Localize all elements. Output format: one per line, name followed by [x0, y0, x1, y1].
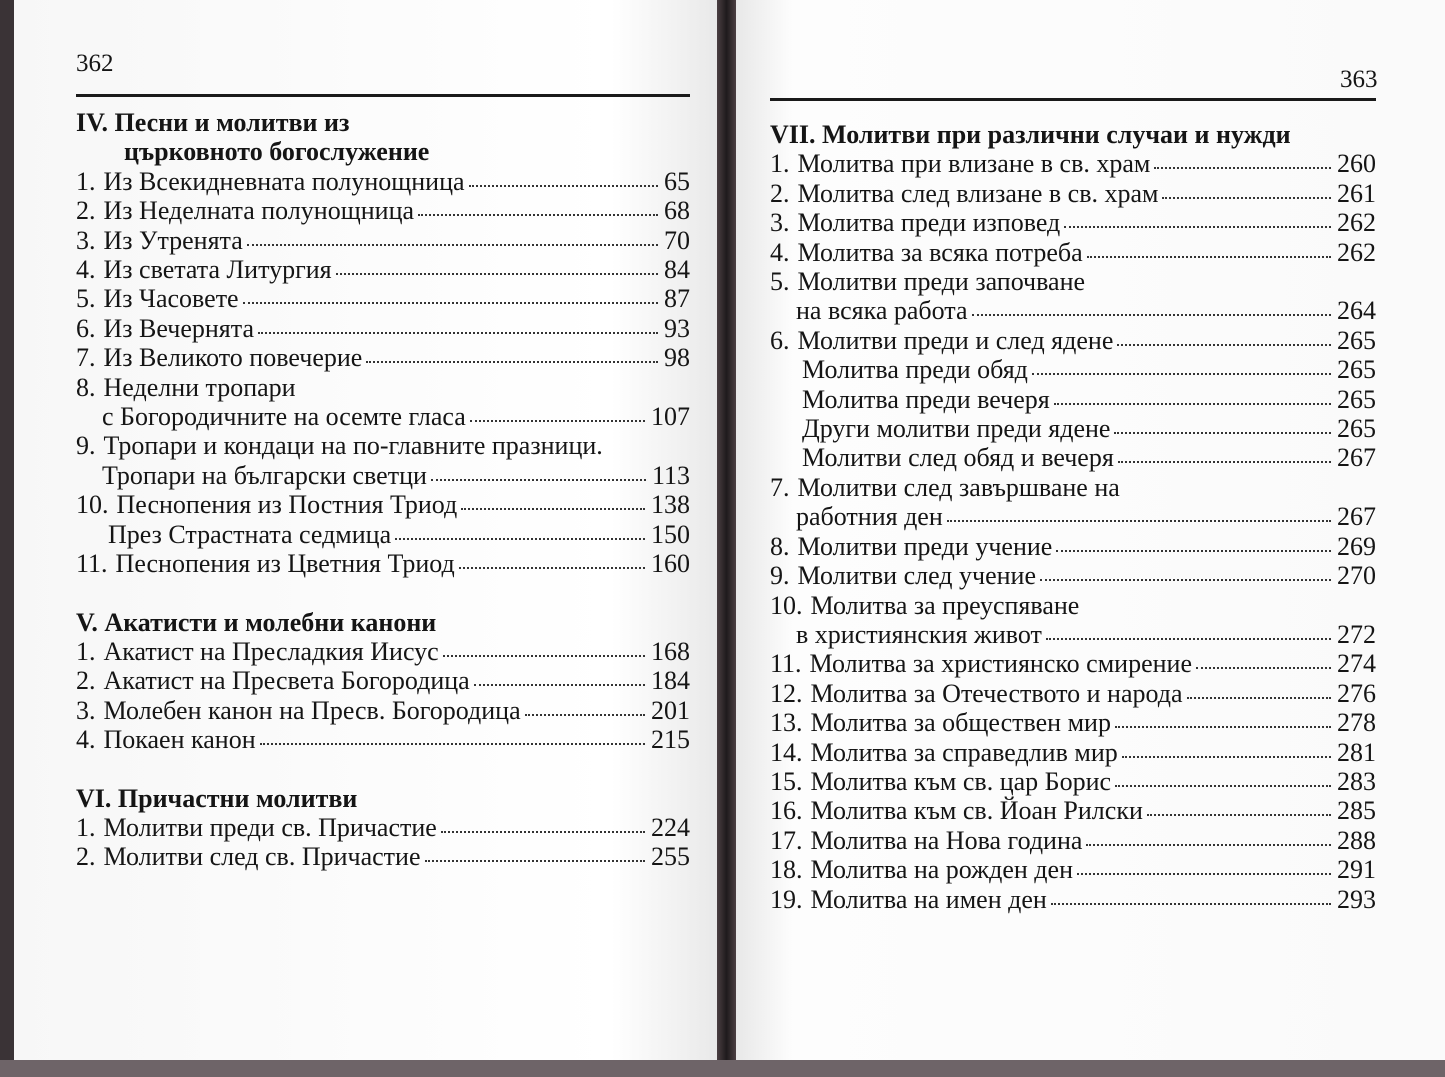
toc-entry-line: [770, 767, 1376, 796]
entry-title: Из Всекидневната полунощница: [103, 166, 465, 196]
entry-title: Молитва към св. Йоан Рилски: [810, 796, 1143, 826]
dot-leader: [1115, 785, 1331, 787]
entry-title: Из Неделната полунощница: [103, 196, 415, 226]
toc-entry-line: [76, 813, 690, 842]
toc-entry-line: [770, 473, 1376, 502]
entry-page-number: 215: [651, 725, 690, 755]
entry-number: 3.: [76, 225, 96, 255]
entry-number: 14.: [770, 737, 803, 767]
section-heading: [76, 608, 690, 637]
toc-entry: [770, 591, 1376, 650]
entry-title: Молитва за преуспяване: [810, 590, 1080, 620]
entry-page-number: 265: [1337, 384, 1376, 414]
entry-title: Неделни тропари: [103, 372, 296, 402]
entry-title: Из Великото повечерие: [103, 343, 363, 373]
toc-entry: [76, 520, 690, 549]
entry-page-number: 269: [1337, 531, 1376, 561]
entry-title: Други молитви преди ядене: [802, 414, 1111, 444]
entry-title: Молитва за обществен мир: [810, 708, 1111, 738]
entry-number: 3.: [76, 695, 96, 725]
entry-page-number: 261: [1337, 178, 1376, 208]
section-heading-line: VI. Причастни молитви: [76, 783, 358, 813]
entry-number: 17.: [770, 825, 803, 855]
section-spacer: [76, 755, 690, 784]
toc-entry-line: [770, 885, 1376, 914]
entry-page-number: 201: [651, 695, 690, 725]
section-heading: [770, 120, 1376, 149]
dot-leader: [1122, 756, 1331, 758]
entry-title: Акатист на Пресвета Богородица: [103, 666, 470, 696]
toc-entry: [76, 255, 690, 284]
entry-page-number: 107: [651, 402, 690, 432]
toc-entry-line: [770, 620, 1376, 649]
toc-entry: [770, 238, 1376, 267]
entry-title: Молитва преди вечеря: [802, 384, 1050, 414]
entry-title: работния ден: [796, 502, 943, 532]
entry-page-number: 93: [664, 313, 690, 343]
entry-page-number: 150: [651, 519, 690, 549]
entry-page-number: 262: [1337, 208, 1376, 238]
toc-entry: [76, 725, 690, 754]
toc-entry-line: [770, 208, 1376, 237]
entry-page-number: 270: [1337, 561, 1376, 591]
toc-entry-line: [770, 238, 1376, 267]
dot-leader: [1118, 461, 1331, 463]
entry-title: Молитва за Отечеството и народа: [810, 678, 1183, 708]
entry-page-number: 267: [1337, 443, 1376, 473]
entry-title: Из Часовете: [103, 284, 239, 314]
entry-number: 13.: [770, 708, 803, 738]
toc-entry: [770, 532, 1376, 561]
dot-leader: [1046, 638, 1331, 640]
dot-leader: [1147, 814, 1331, 816]
toc-entry-line: [770, 267, 1376, 296]
dot-leader: [1196, 667, 1331, 669]
entry-title: Тропари и кондаци на по-главните празници.: [103, 431, 603, 461]
entry-title: Молитва при влизане в св. храм: [797, 149, 1151, 179]
entry-number: 1.: [76, 166, 96, 196]
entry-number: 6.: [76, 313, 96, 343]
left-page: [14, 0, 717, 1060]
dot-leader: [459, 567, 645, 569]
entry-page-number: 291: [1337, 855, 1376, 885]
toc-entry: [770, 738, 1376, 767]
dot-leader: [1114, 432, 1331, 434]
dot-leader: [1086, 844, 1331, 846]
toc-entry: [770, 208, 1376, 237]
entry-number: 6.: [770, 325, 790, 355]
toc-entry: [76, 167, 690, 196]
entry-number: 4.: [76, 725, 96, 755]
entry-page-number: 98: [664, 343, 690, 373]
dot-leader: [1054, 403, 1331, 405]
toc-entry-line: [770, 149, 1376, 178]
toc-entry-line: [770, 414, 1376, 443]
entry-title: на всяка работа: [796, 296, 968, 326]
toc-entry-line: [770, 326, 1376, 355]
toc-entry-line: [770, 855, 1376, 884]
toc-entry: [76, 637, 690, 666]
toc-entry-line: [770, 591, 1376, 620]
entry-title: Молитва на Нова година: [810, 825, 1083, 855]
dot-leader: [972, 314, 1331, 316]
entry-number: 9.: [76, 431, 96, 461]
entry-title: Молитви преди и след ядене: [797, 325, 1114, 355]
entry-page-number: 265: [1337, 325, 1376, 355]
entry-number: 1.: [770, 149, 790, 179]
section-heading-line: VII. Молитви при различни случаи и нужди: [770, 120, 1291, 149]
entry-title: Молитва към св. цар Борис: [810, 766, 1112, 796]
dot-leader: [1051, 903, 1331, 905]
toc-entry-line: [770, 561, 1376, 590]
dot-leader: [469, 185, 658, 187]
toc-entry: [76, 490, 690, 519]
toc-entry-line: [76, 226, 690, 255]
dot-leader: [366, 361, 658, 363]
toc-entry-line: [76, 520, 690, 549]
toc-entry-line: [770, 385, 1376, 414]
dot-leader: [1162, 197, 1331, 199]
entry-page-number: 70: [664, 225, 690, 255]
toc-entry: [76, 813, 690, 842]
entry-number: 11.: [770, 649, 802, 679]
entry-title: Молитва за християнско смирение: [809, 649, 1192, 679]
toc-entry-line: [76, 314, 690, 343]
entry-number: 3.: [770, 208, 790, 238]
entry-number: 19.: [770, 884, 803, 914]
entry-title: Молитви преди започване: [797, 267, 1086, 297]
dot-leader: [1087, 256, 1331, 258]
entry-number: 10.: [770, 590, 803, 620]
toc-entry: [76, 666, 690, 695]
entry-page-number: 267: [1337, 502, 1376, 532]
page-number: 363: [1340, 66, 1378, 93]
toc-entry-line: [76, 549, 690, 578]
toc-entry: [770, 267, 1376, 326]
toc-entry: [770, 679, 1376, 708]
dot-leader: [461, 508, 645, 510]
toc-entry: [770, 826, 1376, 855]
toc-entry: [770, 385, 1376, 414]
entry-number: 4.: [76, 255, 96, 285]
entry-number: 5.: [770, 267, 790, 297]
toc-entry: [770, 326, 1376, 355]
toc-entry: [76, 696, 690, 725]
entry-page-number: 260: [1337, 149, 1376, 179]
entry-page-number: 224: [651, 812, 690, 842]
entry-title: Молитви след завършване на: [797, 472, 1120, 502]
toc-entry-line: [770, 649, 1376, 678]
section-heading-line: IV. Песни и молитви из: [76, 108, 350, 137]
page-number: 362: [76, 50, 114, 77]
entry-title: Молитва преди обяд: [802, 355, 1028, 385]
toc-entry-line: [770, 532, 1376, 561]
entry-page-number: 283: [1337, 766, 1376, 796]
toc-entry: [770, 355, 1376, 384]
dot-leader: [395, 538, 645, 540]
entry-page-number: 272: [1337, 619, 1376, 649]
toc-entry-line: [76, 431, 690, 460]
entry-number: 7.: [770, 472, 790, 502]
entry-page-number: 160: [651, 549, 690, 579]
dot-leader: [1077, 873, 1331, 875]
toc-entry: [76, 226, 690, 255]
dot-leader: [247, 244, 658, 246]
entry-page-number: 65: [664, 166, 690, 196]
toc-entry: [76, 431, 690, 490]
entry-title: Молитва на рожден ден: [810, 855, 1073, 885]
entry-title: Молитви след учение: [797, 561, 1036, 591]
entry-title: Из светата Литургия: [103, 255, 332, 285]
entry-number: 2.: [770, 178, 790, 208]
toc-entry: [76, 549, 690, 578]
dot-leader: [443, 655, 645, 657]
entry-page-number: 87: [664, 284, 690, 314]
dot-leader: [431, 479, 646, 481]
section-heading: [76, 784, 690, 813]
toc-entry: [76, 373, 690, 432]
entry-title: Молебен канон на Пресв. Богородица: [103, 695, 521, 725]
entry-page-number: 113: [651, 460, 690, 490]
dot-leader: [1154, 167, 1331, 169]
entry-title: Молитва за справедлив мир: [810, 737, 1118, 767]
entry-number: 8.: [76, 372, 96, 402]
entry-page-number: 293: [1337, 884, 1376, 914]
entry-page-number: 262: [1337, 237, 1376, 267]
entry-page-number: 281: [1337, 737, 1376, 767]
toc-entry: [76, 343, 690, 372]
entry-title: Молитви след обяд и вечеря: [802, 443, 1114, 473]
entry-title: Песнопения из Цветния Триод: [115, 549, 455, 579]
toc-entry: [76, 314, 690, 343]
page-bottom-edge: [0, 1060, 1445, 1077]
entry-number: 5.: [76, 284, 96, 314]
entry-number: 4.: [770, 237, 790, 267]
toc-entry: [76, 842, 690, 871]
toc-entry-line: [76, 255, 690, 284]
dot-leader: [425, 860, 646, 862]
toc-entry-line: [770, 502, 1376, 531]
entry-page-number: 138: [651, 490, 690, 520]
table-of-contents: [76, 108, 690, 872]
entry-number: 8.: [770, 531, 790, 561]
toc-entry: [770, 767, 1376, 796]
entry-title: Тропари на български светци: [102, 460, 427, 490]
entry-page-number: 265: [1337, 414, 1376, 444]
entry-title: Песнопения из Постния Триод: [116, 490, 458, 520]
toc-entry: [770, 473, 1376, 532]
entry-page-number: 184: [651, 666, 690, 696]
dot-leader: [1115, 726, 1331, 728]
toc-entry-line: [770, 679, 1376, 708]
entry-number: 12.: [770, 678, 803, 708]
entry-title: Молитви след св. Причастие: [103, 842, 421, 872]
entry-page-number: 288: [1337, 825, 1376, 855]
toc-entry: [770, 149, 1376, 178]
toc-entry-line: [770, 738, 1376, 767]
entry-page-number: 276: [1337, 678, 1376, 708]
dot-leader: [441, 831, 645, 833]
toc-entry-line: [76, 490, 690, 519]
toc-entry: [770, 796, 1376, 825]
toc-entry-line: [76, 402, 690, 431]
toc-entry-line: [770, 179, 1376, 208]
toc-entry-line: [76, 343, 690, 372]
entry-number: 2.: [76, 842, 96, 872]
toc-entry-line: [770, 826, 1376, 855]
toc-entry-line: [76, 373, 690, 402]
dot-leader: [470, 420, 645, 422]
toc-entry-line: [76, 666, 690, 695]
toc-entry-line: [770, 443, 1376, 472]
entry-page-number: 265: [1337, 355, 1376, 385]
entry-title: Покаен канон: [103, 725, 256, 755]
toc-entry-line: [76, 725, 690, 754]
dot-leader: [258, 332, 658, 334]
table-of-contents: [770, 120, 1376, 914]
dot-leader: [947, 520, 1331, 522]
toc-entry-line: [76, 842, 690, 871]
entry-title: Из Утренята: [103, 225, 243, 255]
toc-entry-line: [76, 461, 690, 490]
entry-number: 7.: [76, 343, 96, 373]
right-page: [736, 0, 1445, 1060]
entry-page-number: 278: [1337, 708, 1376, 738]
entry-number: 10.: [76, 490, 109, 520]
dot-leader: [260, 743, 645, 745]
entry-title: в християнския живот: [796, 619, 1042, 649]
toc-entry: [770, 179, 1376, 208]
dot-leader: [418, 214, 658, 216]
entry-number: 18.: [770, 855, 803, 885]
entry-page-number: 264: [1337, 296, 1376, 326]
toc-entry: [770, 561, 1376, 590]
entry-title: Акатист на Пресладкия Иисус: [103, 636, 439, 666]
toc-entry-line: [770, 796, 1376, 825]
dot-leader: [1064, 226, 1331, 228]
toc-entry-line: [770, 708, 1376, 737]
dot-leader: [1187, 697, 1331, 699]
entry-title: Молитва след влизане в св. храм: [797, 178, 1159, 208]
entry-title: с Богородичните на осемте гласа: [102, 402, 466, 432]
toc-entry-line: [76, 637, 690, 666]
entry-page-number: 68: [664, 196, 690, 226]
section-spacer: [76, 579, 690, 608]
toc-entry-line: [76, 284, 690, 313]
header-rule: [770, 98, 1376, 101]
toc-entry: [770, 414, 1376, 443]
toc-entry: [770, 708, 1376, 737]
toc-entry-line: [770, 296, 1376, 325]
dot-leader: [1032, 373, 1331, 375]
entry-title: Молитва преди изповед: [797, 208, 1061, 238]
entry-title: Молитви преди учение: [797, 531, 1053, 561]
entry-page-number: 255: [651, 842, 690, 872]
toc-entry-line: [76, 196, 690, 225]
section-heading-line: V. Акатисти и молебни канони: [76, 607, 437, 637]
entry-number: 9.: [770, 561, 790, 591]
toc-entry: [76, 284, 690, 313]
entry-title: Молитва за всяка потреба: [797, 237, 1083, 267]
entry-page-number: 274: [1337, 649, 1376, 679]
entry-page-number: 84: [664, 255, 690, 285]
toc-entry: [770, 855, 1376, 884]
toc-entry-line: [770, 355, 1376, 384]
dot-leader: [474, 684, 645, 686]
toc-entry: [770, 649, 1376, 678]
dot-leader: [1040, 579, 1331, 581]
toc-entry: [770, 443, 1376, 472]
entry-number: 1.: [76, 636, 96, 666]
book-gutter: [717, 0, 736, 1077]
entry-title: Молитва на имен ден: [810, 884, 1047, 914]
dot-leader: [243, 302, 658, 304]
entry-number: 16.: [770, 796, 803, 826]
entry-page-number: 285: [1337, 796, 1376, 826]
entry-page-number: 168: [651, 636, 690, 666]
toc-entry-line: [76, 696, 690, 725]
section-heading: [76, 108, 690, 167]
entry-title: През Страстната седмица: [108, 519, 392, 549]
entry-number: 2.: [76, 666, 96, 696]
section-heading-line: църковното богослужение: [124, 137, 430, 167]
entry-number: 11.: [76, 549, 108, 579]
dot-leader: [1056, 550, 1331, 552]
dot-leader: [525, 714, 645, 716]
entry-title: Молитви преди св. Причастие: [103, 812, 437, 842]
toc-entry: [770, 885, 1376, 914]
entry-number: 1.: [76, 812, 96, 842]
entry-number: 2.: [76, 196, 96, 226]
toc-entry-line: [76, 167, 690, 196]
entry-title: Из Вечернята: [103, 313, 254, 343]
dot-leader: [336, 273, 658, 275]
entry-number: 15.: [770, 766, 803, 796]
toc-entry: [76, 196, 690, 225]
dot-leader: [1117, 344, 1331, 346]
header-rule: [76, 94, 690, 97]
